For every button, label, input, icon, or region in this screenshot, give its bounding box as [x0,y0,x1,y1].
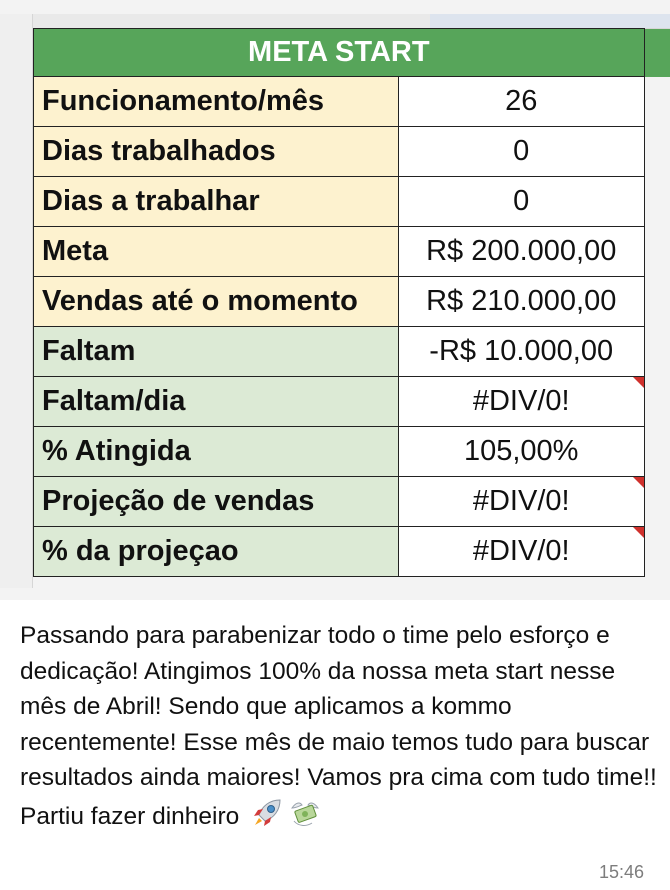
row-label[interactable]: Projeção de vendas [34,477,399,527]
row-value[interactable]: 105,00% [398,427,644,477]
row-label[interactable]: Dias a trabalhar [34,177,399,227]
table-row [34,227,670,277]
empty-cell [644,277,670,327]
row-label[interactable]: Faltam/dia [34,377,399,427]
money-with-wings-icon [288,796,322,830]
sheet-bottom-edge [0,588,670,600]
row-label[interactable]: Meta [34,227,399,277]
meta-start-table [33,28,670,577]
row-label[interactable]: % Atingida [34,427,399,477]
selected-column-header [430,14,670,28]
row-value[interactable]: 0 [398,127,644,177]
empty-cell [644,177,670,227]
row-label[interactable]: Faltam [34,327,399,377]
row-value[interactable]: 0 [398,177,644,227]
row-header-bar [0,14,33,600]
table-row [34,427,670,477]
rocket-icon [250,796,284,830]
row-value[interactable]: 26 [398,77,644,127]
empty-cell [644,327,670,377]
table-row [34,127,670,177]
row-value[interactable]: R$ 210.000,00 [398,277,644,327]
empty-cell [644,127,670,177]
row-label[interactable]: % da projeçao [34,527,399,577]
empty-cell [644,477,670,527]
row-value[interactable]: -R$ 10.000,00 [398,327,644,377]
empty-cell [644,377,670,427]
table-row [34,77,670,127]
table-header-row [34,29,670,77]
message-bubble [20,618,660,834]
message-timestamp: 15:46 [598,862,644,882]
error-indicator-icon [633,477,644,488]
table-row [34,277,670,327]
row-value[interactable]: #DIV/0! [398,527,644,577]
empty-cell [644,227,670,277]
row-label[interactable]: Vendas até o momento [34,277,399,327]
table-row [34,327,670,377]
error-indicator-icon [633,527,644,538]
message-text: Passando para parabenizar todo o time pelo esforço e dedicação! Atingimos 100% da nossa meta start nesse mês de Abril! Sendo que aplicamos a kommo recentemente! Esse mês de maio temos tudo para buscar resultados ainda maiores! Vamos pra cima com tudo time!! Partiu fazer dinheiro [20,622,657,830]
table-row [34,527,670,577]
empty-cell [644,527,670,577]
table-row [34,377,670,427]
table-title: META START [34,29,645,77]
empty-cell [644,77,670,127]
error-indicator-icon [633,377,644,388]
table-row [34,477,670,527]
column-header-bar [32,14,670,29]
row-label[interactable]: Funcionamento/mês [34,77,399,127]
table-row [34,177,670,227]
row-label[interactable]: Dias trabalhados [34,127,399,177]
empty-cell [644,29,670,77]
row-value[interactable]: #DIV/0! [398,377,644,427]
row-value[interactable]: #DIV/0! [398,477,644,527]
empty-cell [644,427,670,477]
row-value[interactable]: R$ 200.000,00 [398,227,644,277]
